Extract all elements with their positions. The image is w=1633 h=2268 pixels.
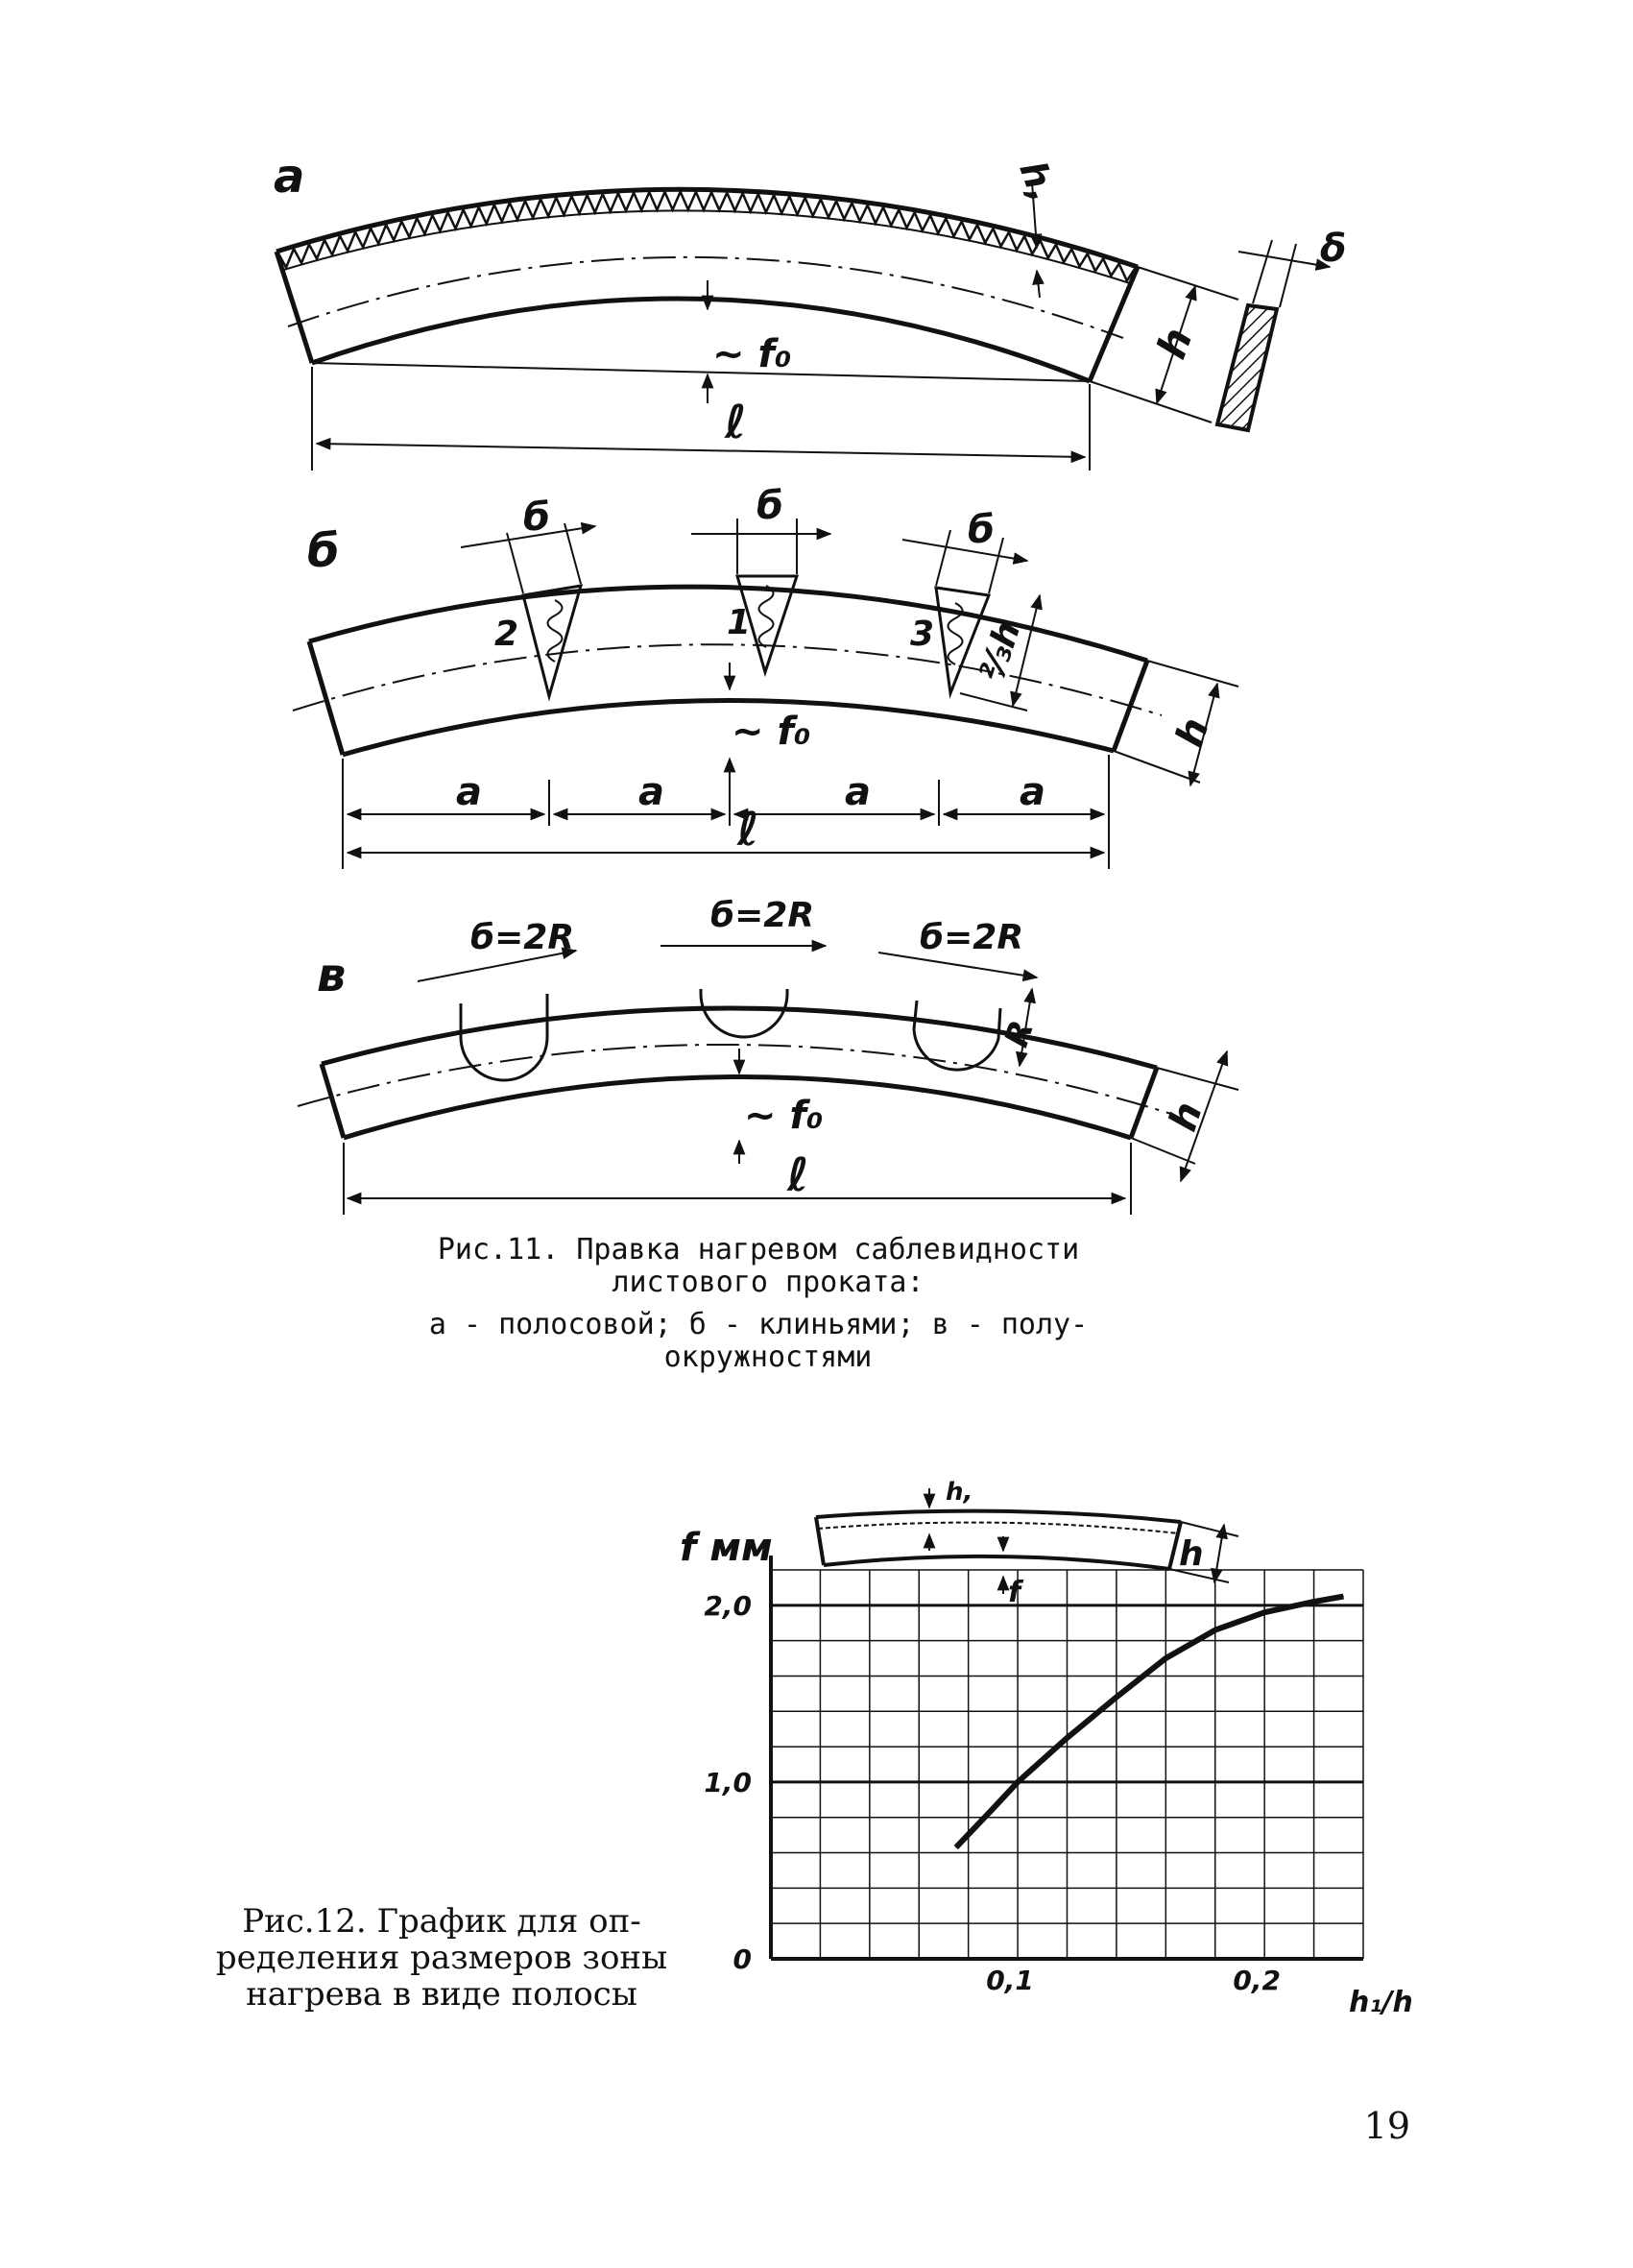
delta-label: δ (1320, 227, 1347, 271)
strip-bottom-edge (312, 299, 1090, 381)
fig12-chart (680, 1526, 1413, 2019)
wedge-1-label: 1 (727, 603, 752, 642)
page-number: 19 (1363, 2105, 1410, 2147)
h-ext-top (1157, 1068, 1238, 1090)
y-tick-label: 0 (732, 1943, 752, 1975)
strip-left-end (322, 1064, 344, 1138)
fig11-caption (365, 1234, 1152, 1374)
strip-right-end (1090, 267, 1138, 381)
delta-ext-1 (1253, 240, 1272, 303)
inset-bottom-edge (824, 1556, 1169, 1569)
l-label: ℓ (787, 1148, 809, 1202)
b-ext-2a (507, 533, 523, 593)
strip-bottom-edge (344, 1077, 1131, 1139)
two-thirds-h-ext (960, 693, 1027, 711)
fig11-caption-line4: окружностями (663, 1340, 873, 1374)
f0-label: ~ f₀ (744, 1094, 824, 1138)
b-dim-3 (902, 540, 1027, 561)
strip-left-end (276, 252, 312, 363)
fig12-caption (211, 1903, 672, 2013)
data-point (1264, 1612, 1265, 1613)
h-label: h (1167, 712, 1218, 753)
inset-left-end (816, 1517, 824, 1565)
panel-v (298, 896, 1238, 1215)
b2r-label-right: б=2R (920, 918, 1024, 957)
panel-b-label: б (307, 524, 340, 578)
y-tick-label: 1,0 (704, 1766, 752, 1798)
h-ext-bottom (1090, 381, 1212, 422)
h-ext-top (1147, 661, 1238, 687)
a-label-1: a (456, 770, 482, 814)
l-label: ℓ (725, 396, 747, 449)
delta-ext-2 (1280, 244, 1296, 307)
l-label: ℓ (737, 803, 759, 857)
centerline (293, 644, 1162, 715)
panel-v-label: в (317, 949, 347, 1002)
fig12-caption-line3: нагрева в виде полосы (246, 1975, 637, 2014)
data-point (1067, 1737, 1068, 1738)
inset-top-edge (816, 1511, 1181, 1522)
data-point (1116, 1697, 1117, 1698)
a-label-4: a (1020, 770, 1045, 814)
y-axis-label: f мм (680, 1526, 773, 1570)
two-thirds-h-label: ⅔h (972, 616, 1029, 687)
h-label: h (1161, 1097, 1212, 1137)
fig12-caption-line1: Рис.12. График для оп- (242, 1902, 641, 1941)
data-point (1313, 1602, 1314, 1603)
f0-label: ~ f₀ (712, 332, 792, 376)
x-tick-label: 0,1 (986, 1965, 1034, 1996)
data-point (1343, 1596, 1344, 1597)
half-circle-center (701, 989, 787, 1037)
fig11-caption-line1: Рис.11. Правка нагревом саблевидности (437, 1233, 1080, 1267)
chord-line (312, 363, 1090, 381)
data-point (1165, 1658, 1166, 1659)
b2r-label-center: б=2R (710, 896, 815, 935)
wedge-2 (523, 586, 581, 696)
wedge-3-label: 3 (910, 615, 935, 654)
b-label-1: б (756, 484, 783, 528)
data-point (1018, 1781, 1019, 1782)
a-label-3: a (845, 770, 871, 814)
figure-12 (0, 1469, 1633, 2199)
y-tick-label: 2,0 (704, 1589, 752, 1622)
data-point (955, 1847, 956, 1848)
strip-left-end (309, 641, 343, 755)
half-circle-right (914, 1001, 1000, 1070)
heated-band-inner (280, 210, 1133, 284)
inset-band-inner (818, 1523, 1179, 1533)
panel-a (274, 150, 1346, 470)
f0-label: ~ f₀ (732, 710, 811, 754)
fig11-caption-line3: а - полосовой; б - клиньями; в - полу- (428, 1308, 1089, 1341)
h-ext-bottom (1131, 1138, 1195, 1164)
cross-section (1217, 305, 1277, 430)
b-ext-2b (564, 523, 581, 584)
panel-a-label: а (274, 150, 305, 204)
h-ext-bottom (1114, 751, 1200, 783)
wedge-2-label: 2 (494, 615, 519, 654)
heated-band-zigzag (278, 192, 1135, 281)
b-ext-3a (936, 530, 950, 586)
x-axis-label: h₁/h (1349, 1986, 1413, 2019)
data-point (1214, 1629, 1215, 1630)
delta-dim (1238, 252, 1330, 267)
x-tick-label: 0,2 (1233, 1965, 1281, 1996)
r-label: R (997, 1016, 1043, 1052)
wedge-1-heat (759, 586, 774, 647)
a-label-2: a (638, 770, 664, 814)
fig12-caption-line2: ределения размеров зоны (215, 1939, 668, 1977)
fig12-inset (816, 1478, 1238, 1609)
l-dim (317, 444, 1085, 457)
half-circle-left (461, 994, 547, 1080)
h-ext-top (1138, 267, 1238, 300)
b-label-2: б (523, 495, 550, 540)
h1-arrow-2 (1037, 271, 1040, 298)
h1-label: h, (1011, 155, 1065, 207)
data-point (993, 1808, 994, 1809)
b2r-label-left: б=2R (470, 918, 575, 957)
inset-h-label: h (1179, 1534, 1204, 1574)
panel-b (293, 484, 1238, 869)
h-label: h (1147, 321, 1202, 365)
inset-f-label: f (1008, 1576, 1021, 1609)
inset-h1-label: h, (946, 1478, 973, 1507)
b-label-3: б (968, 508, 995, 552)
data-series-line (956, 1597, 1344, 1847)
fig11-caption-line2: листового проката: (612, 1266, 925, 1299)
strip-bottom-edge (343, 700, 1114, 755)
